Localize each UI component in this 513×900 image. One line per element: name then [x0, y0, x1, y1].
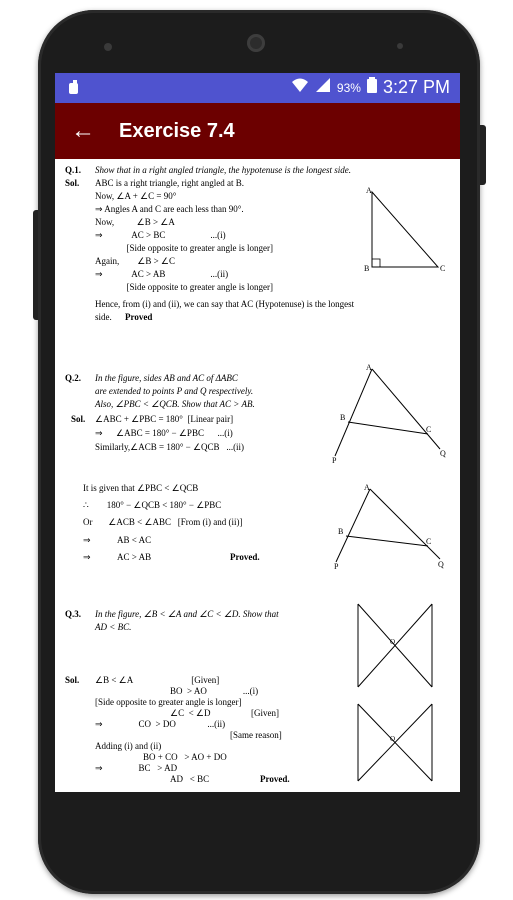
q2-line: Or ∠ACB < ∠ABC [From (i) and (ii)] — [83, 517, 243, 527]
q1-line: ⇒ AC > BC ...(i) — [95, 230, 226, 240]
q3-line: BO > AO ...(i) — [170, 686, 259, 696]
wifi-icon — [291, 77, 309, 98]
q2-question-line: Also, ∠PBC < ∠QCB. Show that AC > AB. — [95, 399, 255, 409]
q2-proved: Proved. — [230, 552, 260, 562]
q3-line: BO + CO > AO + DO — [143, 752, 227, 762]
svg-text:O: O — [390, 735, 396, 743]
q2-sol-label: Sol. — [71, 414, 86, 424]
q2-line: ⇒ AC > AB — [83, 552, 152, 562]
triangle-extended-figure — [330, 364, 455, 464]
signal-icon — [315, 77, 331, 98]
q2-line: It is given that ∠PBC < ∠QCB — [83, 483, 199, 493]
status-bar — [55, 73, 460, 103]
phone-top-bezel — [38, 10, 480, 75]
power-button[interactable] — [480, 125, 486, 185]
q2-label: Q.2. — [65, 373, 82, 383]
exercise-content[interactable] — [55, 159, 460, 792]
q3-line: ⇒ CO > DO ...(ii) — [95, 719, 226, 729]
notification-icon — [67, 79, 81, 98]
q3-line: AD < BC — [170, 774, 210, 784]
q1-line: [Side opposite to greater angle is longer] — [95, 243, 273, 253]
svg-text:B: B — [338, 527, 344, 536]
q2-line: ∴ 180° − ∠QCB < 180° − ∠PBC — [83, 500, 222, 510]
q1-line: Now, ∠B > ∠A — [95, 217, 175, 227]
svg-text:Q: Q — [438, 560, 444, 569]
bowtie-figure-2 — [350, 699, 440, 789]
svg-text:Q: Q — [440, 449, 446, 458]
svg-text:A: A — [366, 187, 372, 195]
q1-label: Q.1. — [65, 165, 82, 175]
battery-icon — [367, 77, 377, 98]
q2-line: Similarly,∠ACB = 180° − ∠QCB ...(ii) — [95, 442, 245, 452]
q3-question-line: In the figure, ∠B < ∠A and ∠C < ∠D. Show that — [95, 609, 279, 619]
q1-line: Now, ∠A + ∠C = 90° — [95, 191, 177, 201]
svg-text:C: C — [426, 537, 432, 546]
q1-proved: Proved — [125, 312, 153, 322]
q3-label: Q.3. — [65, 609, 82, 619]
svg-text:A: A — [364, 484, 370, 492]
q1-line: side. — [95, 312, 112, 322]
q2-line: ∠ABC + ∠PBC = 180° [Linear pair] — [95, 414, 234, 424]
q3-line: [Same reason] — [230, 730, 282, 740]
q1-line: [Side opposite to greater angle is longer] — [95, 282, 273, 292]
svg-text:B: B — [364, 264, 370, 273]
proximity-sensor — [104, 43, 112, 51]
q3-sol-label: Sol. — [65, 675, 80, 685]
app-bar — [55, 103, 460, 159]
bowtie-figure — [350, 599, 440, 694]
svg-text:C: C — [440, 264, 446, 273]
q2-line: ⇒ AB < AC — [83, 535, 152, 545]
q1-question: Show that in a right angled triangle, the hypotenuse is the longest side. — [95, 165, 351, 175]
q2-line: ⇒ ∠ABC = 180° − ∠PBC ...(i) — [95, 428, 233, 438]
q3-proved: Proved. — [260, 774, 290, 784]
light-sensor — [397, 43, 403, 49]
q1-line: ⇒ AC > AB ...(ii) — [95, 269, 229, 279]
status-time: 3:27 PM — [382, 77, 450, 97]
q1-line: Again, ∠B > ∠C — [95, 256, 175, 266]
svg-text:C: C — [426, 425, 432, 434]
q3-line: ∠B < ∠A [Given] — [95, 675, 220, 685]
volume-button[interactable] — [33, 210, 38, 320]
q2-question-line: In the figure, sides AB and AC of ΔABC — [95, 373, 238, 383]
battery-percent: 93% — [336, 80, 361, 95]
q3-line: ∠C < ∠D [Given] — [170, 708, 279, 718]
q1-line: ⇒ Angles A and C are each less than 90°. — [95, 204, 244, 214]
back-arrow-icon[interactable]: ← — [71, 117, 95, 144]
svg-text:A: A — [366, 364, 372, 372]
q3-question-line: AD < BC. — [95, 622, 132, 632]
svg-text:P: P — [332, 456, 337, 464]
svg-text:B: B — [340, 413, 346, 422]
q3-line: ⇒ BC > AD — [95, 763, 178, 773]
screen — [55, 73, 460, 792]
svg-text:O: O — [390, 638, 396, 646]
svg-text:P: P — [334, 562, 339, 569]
page-title: Exercise 7.4 — [119, 119, 235, 142]
q1-line: ABC is a right triangle, right angled at B. — [95, 178, 244, 188]
q3-line: Adding (i) and (ii) — [95, 741, 162, 751]
right-triangle-figure — [360, 187, 450, 277]
q1-sol-label: Sol. — [65, 178, 80, 188]
triangle-extended-figure-2 — [330, 484, 455, 569]
q3-line: [Side opposite to greater angle is longer] — [95, 697, 242, 707]
q2-question-line: are extended to points P and Q respectively. — [95, 386, 254, 396]
q1-line: Hence, from (i) and (ii), we can say that AC (Hypotenuse) is the longest — [95, 299, 355, 309]
front-camera — [247, 34, 265, 52]
